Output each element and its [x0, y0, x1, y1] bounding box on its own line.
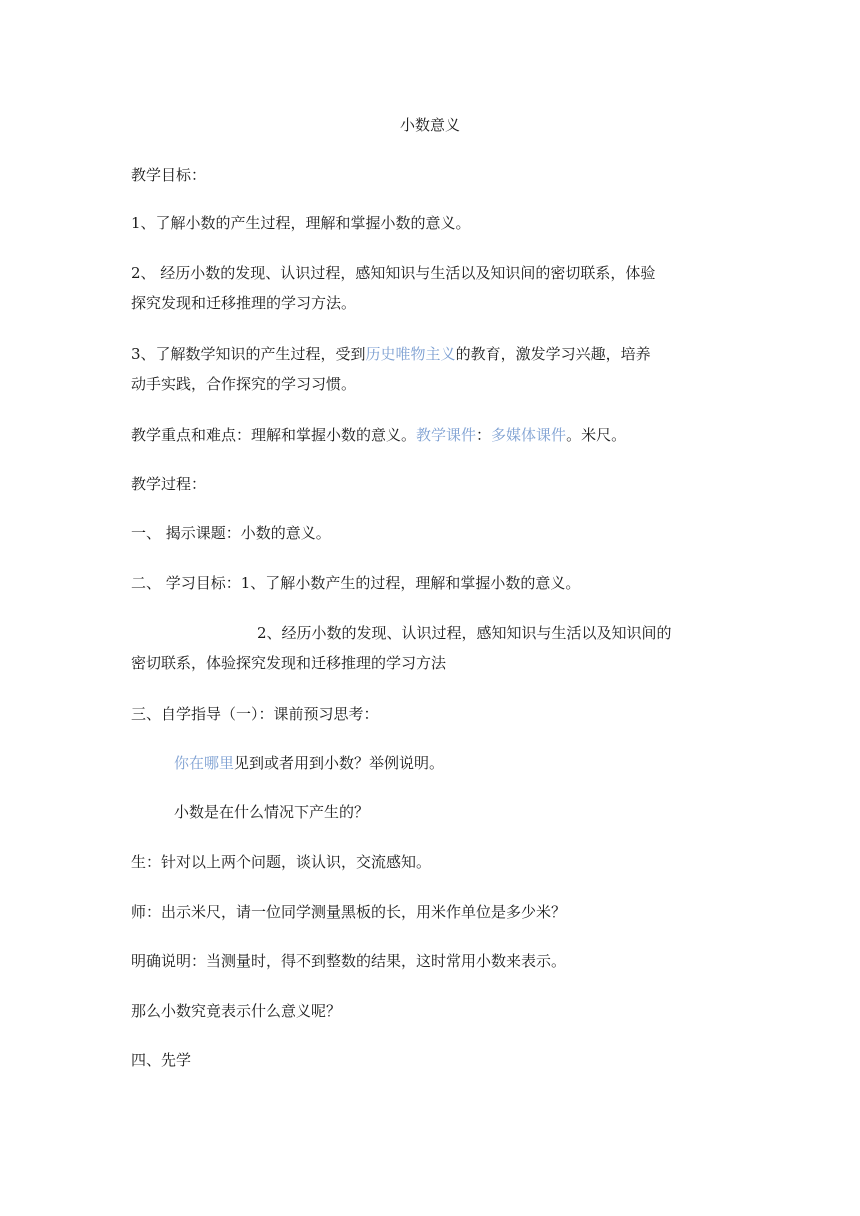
clarification: 明确说明：当测量时，得不到整数的结果，这时常用小数来表示。 [131, 952, 567, 970]
multimedia-courseware-link[interactable]: 多媒体课件 [491, 426, 567, 444]
teacher-instruction: 师：出示米尺，请一位同学测量黑板的长，用米作单位是多少米？ [131, 903, 567, 921]
step-4: 四、先学 [131, 1051, 192, 1069]
step-2-sub-line-1: 2、经历小数的发现、认识过程，感知知识与生活以及知识间的 [257, 624, 672, 642]
step-2-sub-line-2: 密切联系，体验探究发现和迁移推理的学习方法 [131, 654, 447, 672]
question-3: 那么小数究竟表示什么意义呢？ [131, 1002, 342, 1020]
question-1-text: 见到或者用到小数？举例说明。 [234, 754, 445, 772]
historical-materialism-link[interactable]: 历史唯物主义 [365, 345, 456, 363]
key-points-line [131, 420, 731, 450]
objective-3-line-1 [131, 339, 731, 369]
objective-3-line-2: 动手实践，合作探究的学习习惯。 [131, 375, 357, 393]
key-points-text-post: 。米尺。 [566, 426, 627, 444]
objective-1: 1、了解小数的产生过程，理解和掌握小数的意义。 [131, 214, 471, 232]
step-1: 一、 揭示课题：小数的意义。 [131, 524, 331, 542]
teaching-courseware-link[interactable]: 教学课件 [416, 426, 477, 444]
question-2: 小数是在什么情况下产生的？ [174, 803, 370, 821]
step-3: 三、自学指导（一）：课前预习思考： [131, 705, 379, 723]
objective-2-line-1: 2、 经历小数的发现、认识过程，感知知识与生活以及知识间的密切联系，体验 [131, 264, 656, 282]
student-response: 生：针对以上两个问题，谈认识，交流感知。 [131, 853, 432, 871]
question-1 [174, 748, 774, 778]
key-points-text-pre: 教学重点和难点：理解和掌握小数的意义。 [131, 426, 417, 444]
document-title: 小数意义 [399, 116, 460, 134]
where-link[interactable]: 你在哪里 [174, 754, 235, 772]
objective-3-text-pre: 3、了解数学知识的产生过程，受到 [131, 345, 366, 363]
key-points-separator: ： [476, 426, 492, 444]
process-heading: 教学过程： [131, 475, 207, 493]
objective-2-line-2: 探究发现和迁移推理的学习方法。 [131, 294, 357, 312]
step-2: 二、 学习目标：1、了解小数产生的过程，理解和掌握小数的意义。 [131, 574, 581, 592]
objectives-heading: 教学目标： [131, 166, 207, 184]
objective-3-text-post: 的教育，激发学习兴趣，培养 [455, 345, 651, 363]
